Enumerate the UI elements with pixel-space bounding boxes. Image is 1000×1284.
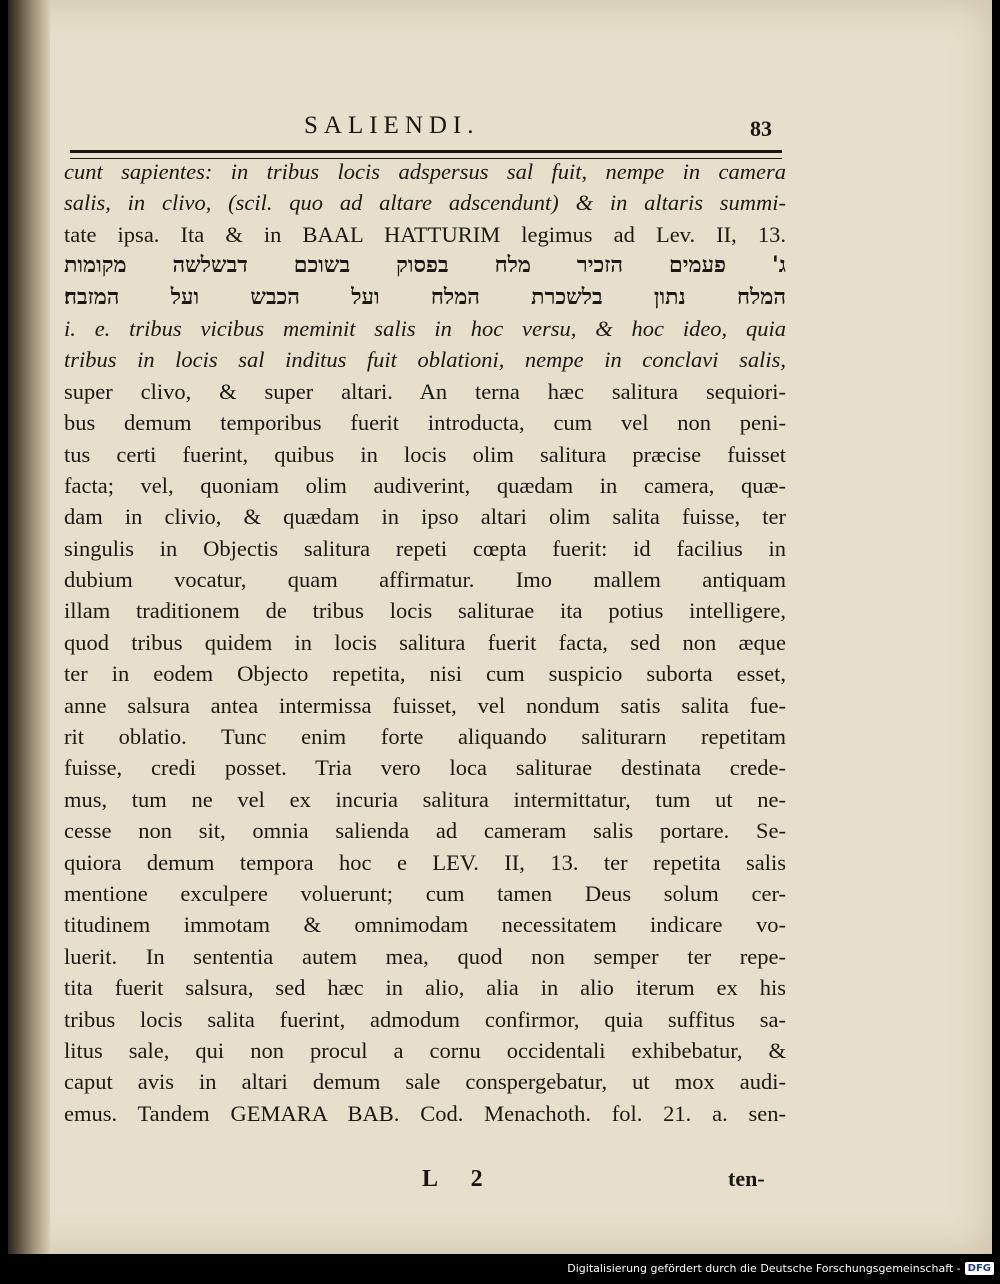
text-line: i. e. tribus vicibus meminit salis in hoc versu, & hoc ideo, quia [64,315,786,341]
text-line: mentione exculpere voluerunt; cum tamen Deus solum cer- [64,880,786,906]
hebrew-line: ג' פעמים הזכיר מלח בפסוק בשוכם דבשלשה מקומות [64,252,786,279]
text-line: tita fuerit salsura, sed hæc in alio, alia in alio iterum ex his [64,975,786,1001]
text-line: tribus in locis sal inditus fuit oblationi, nempe in conclavi salis, [64,347,786,373]
text-line: ter in eodem Objecto repetita, nisi cum suspicio suborta esset, [64,661,786,687]
text-line: anne salsura antea intermissa fuisset, vel nondum satis salita fue- [64,692,786,718]
text-line: tus certi fuerint, quibus in locis olim salitura præcise fuisset [64,441,786,467]
text-line: fuisse, credi posset. Tria vero loca saliturae destinata crede- [64,755,786,781]
text-line: illam traditionem de tribus locis saliturae ita potius intelligere, [64,598,786,624]
text-line: caput avis in altari demum sale conspergebatur, ut mox audi- [64,1069,786,1095]
body-text [64,156,786,1129]
text-line: facta; vel, quoniam olim audiverint, quædam in camera, quæ- [64,472,786,498]
text-line: litus sale, qui non procul a cornu occidentali exhibebatur, & [64,1037,786,1063]
text-line: tate ipsa. Ita & in BAAL HATTURIM legimus ad Lev. II, 13. [64,221,786,247]
running-header: SALIENDI. [304,112,480,139]
page-gutter [8,0,50,1254]
hebrew-line: המלח נתון בלשכרת המלח ועל הכבש ועל המזבח׃ [64,283,786,310]
digitization-footer [567,1258,994,1278]
text-line: cesse non sit, omnia salienda ad cameram salis portare. Se- [64,818,786,844]
text-line: rit oblatio. Tunc enim forte aliquando saliturarn repetitam [64,724,786,750]
text-line: quiora demum tempora hoc e LEV. II, 13. ter repetita salis [64,849,786,875]
text-line: super clivo, & super altari. An terna hæc salitura sequiori- [64,378,786,404]
text-line: dam in clivio, & quædam in ipso altari olim salita fuisse, ter [64,504,786,530]
text-line: mus, tum ne vel ex incuria salitura intermittatur, tum ut ne- [64,786,786,812]
catchword: ten- [728,1166,765,1191]
text-line: quod tribus quidem in locis salitura fuerit facta, sed non æque [64,629,786,655]
text-line: tribus locis salita fuerint, admodum confirmor, quia suffitus sa- [64,1006,786,1032]
footer-text: Digitalisierung gefördert durch die Deutsche Forschungsgemeinschaft - [567,1261,961,1275]
signature-mark: L 2 [422,1166,497,1192]
text-line: singulis in Objectis salitura repeti cœpta fuerit: id facilius in [64,535,786,561]
text-line: cunt sapientes: in tribus locis adspersus sal fuit, nempe in camera [64,159,786,184]
dfg-logo: DFG [965,1262,994,1275]
book-page [8,0,992,1254]
page-number: 83 [750,116,772,141]
text-line: salis, in clivo, (scil. quo ad altare adscendunt) & in altaris summi- [64,190,786,216]
text-line: emus. Tandem GEMARA BAB. Cod. Menachoth. fol. 21. a. sen- [64,1100,786,1126]
text-line: luerit. In sententia autem mea, quod non semper ter repe- [64,943,786,969]
text-line: bus demum temporibus fuerit introducta, cum vel non peni- [64,410,786,436]
text-line: titudinem immotam & omnimodam necessitatem indicare vo- [64,912,786,938]
text-line: dubium vocatur, quam affirmatur. Imo mallem antiquam [64,567,786,593]
